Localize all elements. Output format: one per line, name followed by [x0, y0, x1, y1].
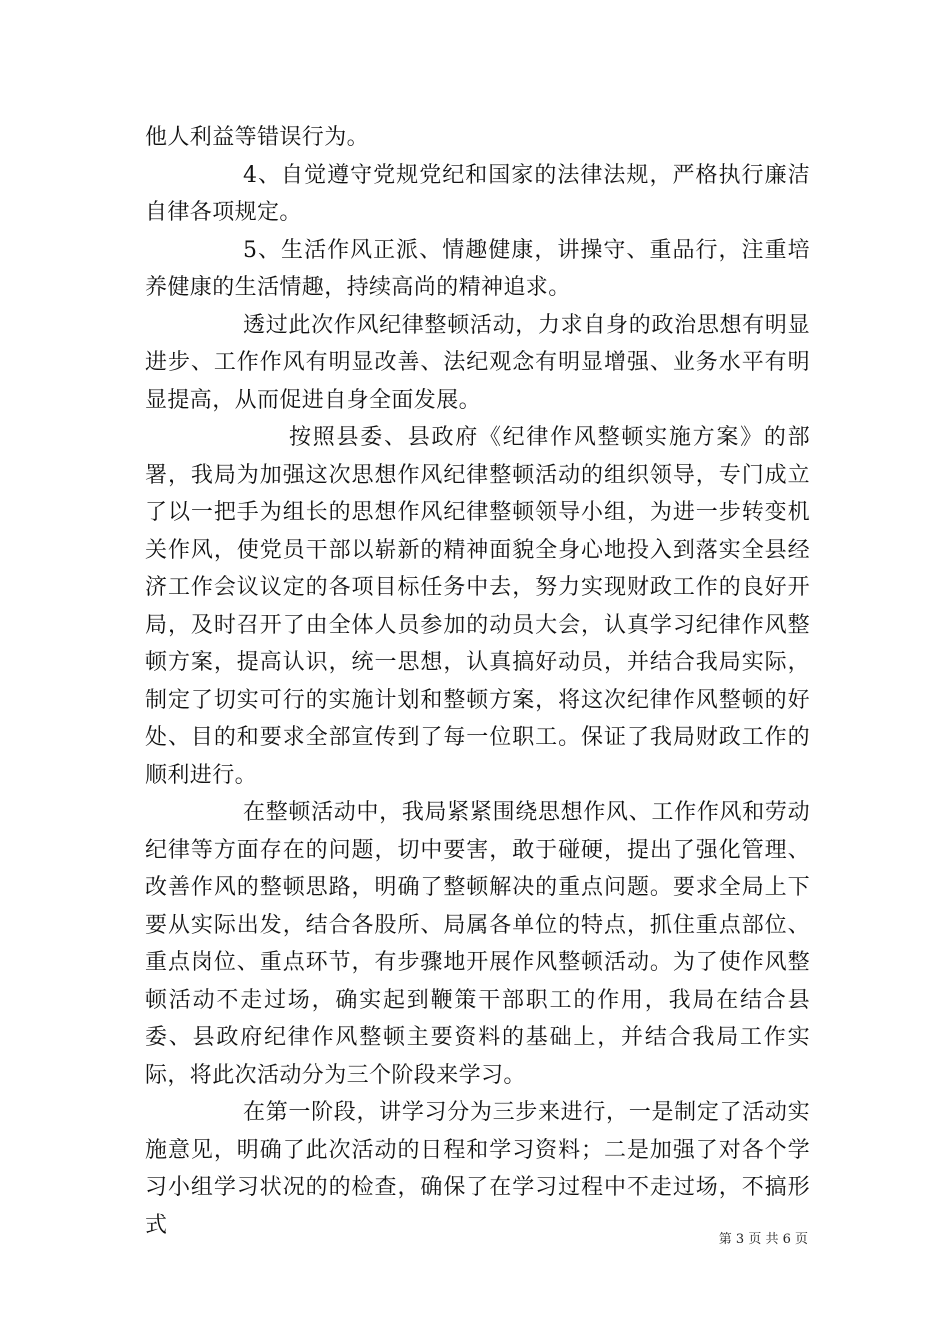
paragraph-deployment: 按照县委、县政府《纪律作风整顿实施方案》的部署，我局为加强这次思想作风纪律整顿活动的组织领导，专门成立了以一把手为组长的思想作风纪律整顿领导小组，为进一步转变机关作风，使党员干部以崭新的精神面貌全身心地投入到落实全县经济工作会议议定的各项目标任务中去，努力实现财政工作的良好开局，及时召开了由全体人员参加的动员大会，认真学习纪律作风整顿方案，提高认识，统一思想，认真搞好动员，并结合我局实际，制定了切实可行的实施计划和整顿方案，将这次纪律作风整顿的好处、目的和要求全部宣传到了每一位职工。保证了我局财政工作的顺利进行。 — [145, 425, 810, 788]
paragraph-item-4: 4、自觉遵守党规党纪和国家的法律法规，严格执行廉洁自律各项规定。 — [145, 162, 810, 225]
body-text — [145, 119, 810, 1244]
paragraph-item-5: 5、生活作风正派、情趣健康，讲操守、重品行，注重培养健康的生活情趣，持续高尚的精神追求。 — [145, 237, 810, 300]
paragraph-rectification: 在整顿活动中，我局紧紧围绕思想作风、工作作风和劳动纪律等方面存在的问题，切中要害，敢于碰硬，提出了强化管理、改善作风的整顿思路，明确了整顿解决的重点问题。要求全局上下要从实际出发，结合各股所、局属各单位的特点，抓住重点部位、重点岗位、重点环节，有步骤地开展作风整顿活动。为了使作风整顿活动不走过场，确实起到鞭策干部职工的作用，我局在结合县委、县政府纪律作风整顿主要资料的基础上，并结合我局工作实际，将此次活动分为三个阶段来学习。 — [145, 800, 810, 1088]
paragraph-goal: 透过此次作风纪律整顿活动，力求自身的政治思想有明显进步、工作作风有明显改善、法纪观念有明显增强、业务水平有明显提高，从而促进自身全面发展。 — [145, 312, 810, 413]
paragraph-1: 他人利益等错误行为。 — [145, 125, 370, 150]
page-number-footer: 第 3 页 共 6 页 — [718, 1232, 808, 1247]
paragraph-first-stage: 在第一阶段，讲学习分为三步来进行，一是制定了活动实施意见，明确了此次活动的日程和学习资料；二是加强了对各个学习小组学习状况的的检查，确保了在学习过程中不走过场，不搞形式 — [145, 1100, 810, 1238]
